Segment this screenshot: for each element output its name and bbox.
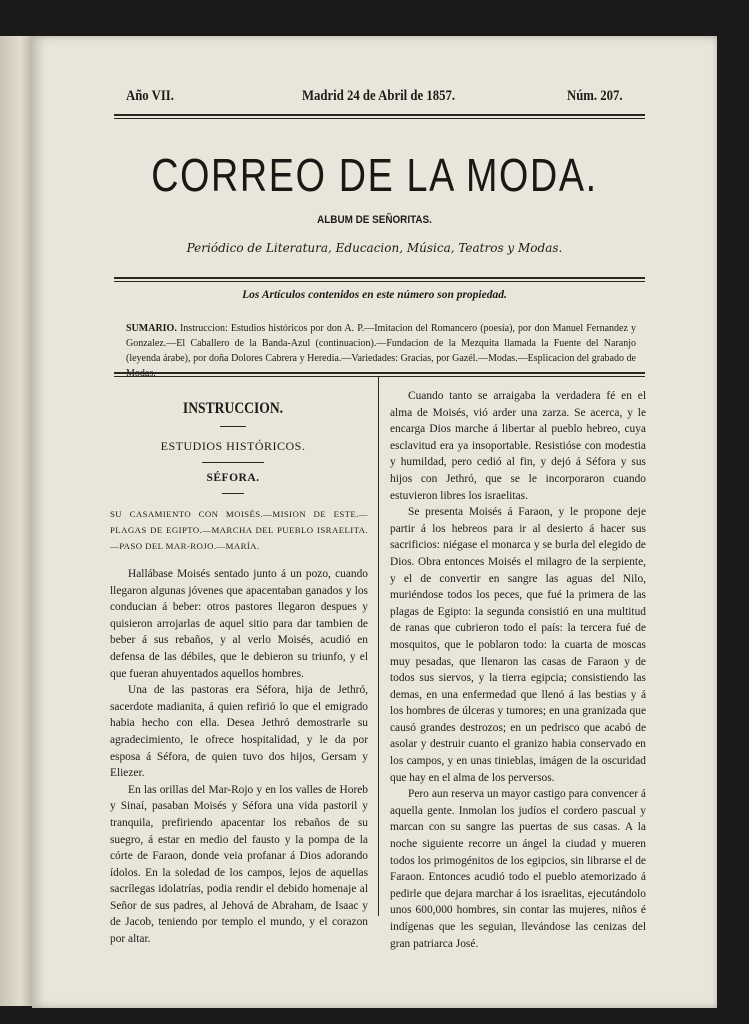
issue-date: Madrid 24 de Abril de 1857. — [302, 88, 456, 104]
masthead-title: CORREO DE LA MODA. — [151, 149, 598, 201]
header-rule-bottom — [114, 118, 645, 119]
sumario-label: SUMARIO. — [126, 323, 177, 334]
article-summary — [110, 506, 368, 554]
section-ornament-rule — [220, 426, 246, 427]
left-column-text — [110, 566, 368, 948]
paragraph: Hallábase Moisés sentado junto á un pozo, cuando llegaron algunas jóvenes que apacentaban ganados y los conducian á beber: otros pastores llegaron despues y quisieron arrojarlas de aquel sitio para dar tambien de beber á sus rebaños, y al verlo Moisés, acudió en defensa de las débiles, que le debieron su triunfo, y el que fueran ahuyentados aquellos hombres. — [110, 568, 368, 680]
newspaper-page — [32, 36, 717, 1008]
article-summary-text: SU CASAMIENTO CON MOISÉS.—MISION DE ESTE.—PLAGAS DE EGIPTO.—MARCHA DEL PUEBLO ISRAELITA.—PASO DEL MAR-ROJO.—MARÍA. — [110, 509, 368, 551]
issue-number: Núm. 207. — [567, 88, 623, 104]
paragraph: Cuando tanto se arraigaba la verdadera fé en el alma de Moisés, vió arder una zarza. Se acerca, y le encarga Dios marche á libertar al pueblo hebreo, cuya esclavitud era ya insoportable. Resistióse con modestia y humildad, pero cedió al fin, y dejó á Séfora y sus hijos con Jethró, que se le incorporaron cuando estuvieron libres los israelitas. — [390, 390, 646, 502]
header-rule-top — [114, 114, 645, 116]
masthead-rule-top — [114, 277, 645, 279]
paragraph: En las orillas del Mar-Rojo y en los valles de Horeb y Sinaí, pasaban Moisés y Séfora una vida pastoril y tranquila, prefiriendo apacentar los rebaños de su suegro, á estar en medio del fausto y la pompa de la córte de Faraon, donde veia profanar á Dios adorando ídolos. En la soledad de los campos, lejos de aquellas sacrílegas idolatrías, podia rendir el debido homenaje al Señor de sus padres, al Jehová de Abraham, de Isaac y de Jacob, teniendo por templo el mundo, y el corazon por altar. — [110, 783, 368, 946]
series-rule — [202, 462, 264, 463]
sumario-text: Instruccion: Estudios históricos por don A. P.—Imitacion del Romancero (poesía), por don Manuel Fernandez y Gonzalez.—El Caballero de la Banda-Azul (continuacion).—Fundacion de la Mezquita llamada la Fuente del Naranjo (leyenda árabe), por doña Dolores Cabrera y Heredia.—Variedades: Gracias, por Gazél.—Modas.—Esplicacion del grabado de Modas. — [126, 323, 636, 379]
masthead-subtitle: ALBUM DE SEÑORITAS. — [317, 214, 432, 226]
issue-year: Año VII. — [126, 88, 174, 104]
right-column-text — [390, 388, 646, 952]
column-divider — [378, 376, 379, 916]
section-heading: INSTRUCCION. — [182, 400, 284, 417]
sumario-rule-bottom — [114, 376, 645, 377]
paragraph: Una de las pastoras era Séfora, hija de Jethró, sacerdote madianita, á quien refirió lo que el emigrado habia hecho con ella. Desea Jethró demostrarle su agradecimiento, le ofrece hospitalidad, y le da por esposa á Séfora, de quien tuvo dos hijos, Gersam y Eliezer. — [110, 684, 368, 780]
facing-page-edge — [0, 36, 34, 1006]
subject-rule — [222, 493, 244, 494]
masthead-tagline: Periódico de Literatura, Educacion, Música, Teatros y Modas. — [186, 241, 563, 255]
paragraph: Pero aun reserva un mayor castigo para convencer á aquella gente. Inmolan los judíos el cordero pascual y marcan con su sangre las puertas de sus casas. A la noche siguiente recorre un ángel la ciudad y mueren todos los primogénitos de los egipcios, sin librarse el de Faraon. Entonces acudió todo el pueblo atemorizado á pedirle que dejara marchar á los israelitas, ejecutándolo unos 600,000 hombres, sin contar las mujeres, niños é indígenas que les seguian, llevándose las cenizas del gran patriarca José. — [390, 788, 646, 950]
masthead-rule-bottom — [114, 281, 645, 282]
paragraph: Se presenta Moisés á Faraon, y le propone deje partir á los hebreos para ir al desierto á hacer sus sacrificios: niégase el monarca y se burla del elegido de Dios. Obra entonces Moisés el milagro de la serpiente, y el de convertir en sangre las aguas del Nilo, muriéndose todos los peces, que fué la primera de las plagas de Egipto: la segunda consistió en una multitud de ranas que cubrieron todo el país: la tercera fué de mosquitos, que le poblaron todo: la cuarta de moscas muy pesadas, que llenaron las casas de Faraon y de todos sus siervos, y la tierra egipcia; consistiendo las demas, en una enfermedad que llenó á las bestias y á los hombres de úlceras y tumores; en una granizada que causó grandes destrozos; en un pedrisco que acabó de asolar y destruir cuanto el granizo habia conservado en los campos, y en unas tinieblas, imágen de la oscuridad que hay en el alma de los perversos. — [390, 506, 646, 784]
series-heading: ESTUDIOS HISTÓRICOS. — [160, 439, 306, 453]
article-subject: SÉFORA. — [206, 472, 260, 484]
sumario-rule-top — [114, 372, 645, 374]
rights-notice: Los Artículos contenidos en este número son propiedad. — [242, 289, 507, 301]
